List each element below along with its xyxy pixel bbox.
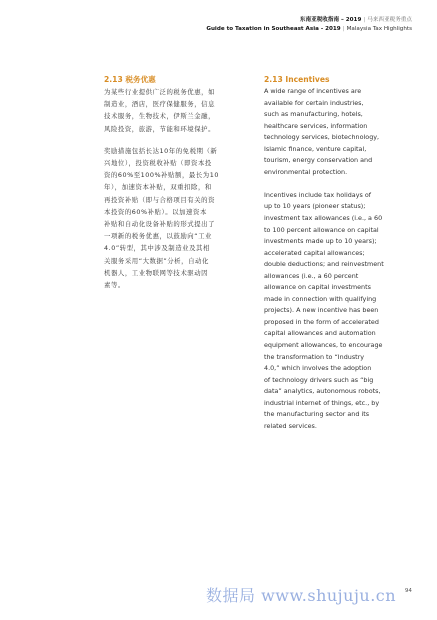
paragraph-chinese-1: 为某些行业提供广泛的税务优惠，如 制造业，酒店，医疗保健服务，信息 技术服务，生物技术，伊斯兰金融， 风险投资，旅游，节能和环境保护。 — [104, 88, 216, 133]
header-line-english — [206, 25, 412, 34]
paragraph-chinese-2: 奖励措施包括长达10年的免税期（新 兴地位），投资税收补贴（即资本投 资的60%至100%补贴额，最长为10 年），加速资本补贴，双重扣除，和 再投资补贴（即与合格项目有关的资 本投资的60%补贴）。以加速资本 补贴和自动化设备补贴的形式提出了 一项新的税务优惠，以鼓励向“工业 4.0”转型，其中涉及制造业及其相 关服务采用“大数据”分析，自动化 机器人，工业物联网等技术驱动因 素等。 — [104, 146, 219, 290]
watermark-text: 数据局 www.shujuju.cn — [206, 586, 397, 605]
section-heading-english: 2.13 Incentives — [264, 75, 330, 84]
section-heading-chinese: 2.13 税务优惠 — [104, 75, 156, 84]
paragraph-english-1: A wide range of incentives are available for certain industries, such as manufacturing, hotels, healthcare services, information technology services, biotechnology, Islamic finance, venture capital, tourism, energy conservation and environmental protection. — [264, 87, 380, 176]
header-separator: | — [342, 25, 345, 32]
page-number: 94 — [404, 588, 412, 594]
english-column — [264, 75, 414, 444]
chinese-column — [104, 75, 246, 301]
header-title-chinese: 东南亚税收指南 – 2019 — [299, 17, 362, 23]
header-subtitle-english: Malaysia Tax Highlights — [346, 25, 412, 32]
paragraph-english-2: Incentives include tax holidays of up to 10 years (pioneer status); investment tax allowances (i.e., a 60 to 100 percent allowance on capital investments made up to 10 years); accelerated capital allowances; double deductions; and reinvestment allowances (i.e., a 60 percent allowance on capital investments made in connection with qualifying projects). A new incentive has been proposed in the form of accelerated capital allowances and automation equipment allowances, to encourage the transformation to “Industry 4.0,” which involves the adoption of technology drivers such as “big data” analytics, autonomous robots, industrial internet of things, etc., by the manufacturing sector and its related services. — [264, 190, 384, 430]
header-subtitle-chinese: 马来西亚税务重点 — [367, 17, 412, 23]
page-header — [206, 16, 412, 33]
header-title-english: Guide to Taxation in Southeast Asia - 2019 — [206, 25, 341, 32]
header-line-chinese — [206, 16, 412, 25]
header-separator: | — [363, 17, 366, 23]
